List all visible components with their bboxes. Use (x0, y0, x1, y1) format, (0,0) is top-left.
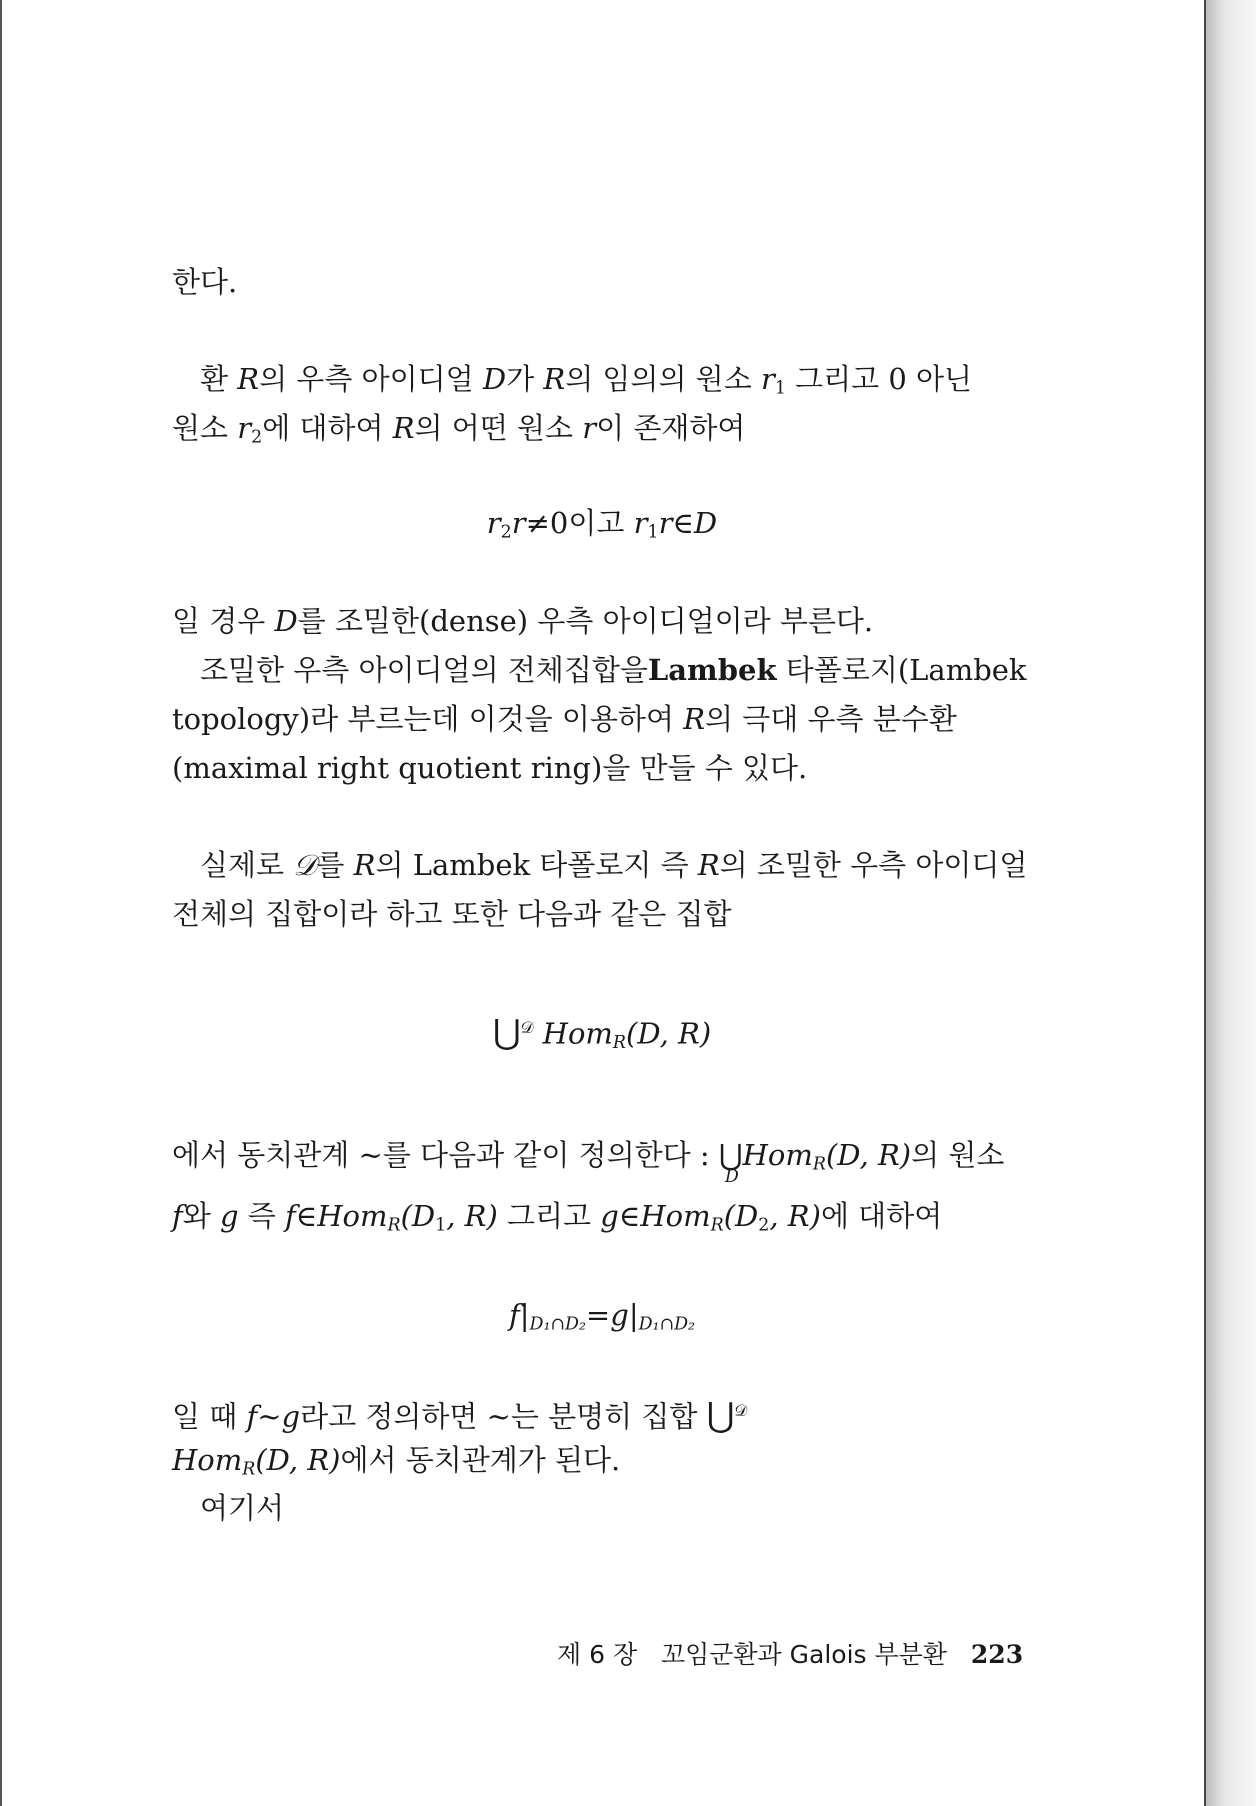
page-footer (557, 1638, 1023, 1672)
paragraph-line: 조밀한 우측 아이디얼의 전체집합을 Lambek 타폴로지(Lambek (200, 653, 1027, 687)
paragraph-line: 여기서 (200, 1491, 285, 1525)
chapter-title: 꼬임군환과 Galois 부분환 (660, 1640, 947, 1669)
equation: ⋃$^𝒟$ Hom$_R$(D, R) (492, 1012, 712, 1053)
paragraph-line: 일 때 f~g라고 정의하면 ~는 분명히 집합 ⋃$^𝒟$ (172, 1395, 748, 1436)
paragraph-line: f와 g 즉 $f\in Hom_R(D_1$, R) 그리고 $g\in Hom_R(D_2$, R)에 대하여 (172, 1199, 943, 1236)
paragraph-line: 환 R의 우측 아이디얼 D가 R의 임의의 원소 $r_1$ 그리고 0 아닌 (200, 362, 973, 399)
paragraph-line: 실제로 𝒟를 R의 Lambek 타폴로지 즉 R의 조밀한 우측 아이디얼 (200, 848, 1028, 882)
paragraph-line: Hom$_R$(D, R)에서 동치관계가 된다. (172, 1443, 621, 1480)
page-edge-shadow (1206, 0, 1256, 1806)
equation: $f|_{D_1\cap D_2}=g|_{D_1\cap D_2}$ (509, 1298, 695, 1335)
text-line: 한다. (172, 265, 238, 299)
paragraph-line: topology)라 부르는데 이것을 이용하여 R의 극대 우측 분수환 (172, 702, 957, 736)
equation: $r_2r\ne 0$이고 $r_1r\in D$ (486, 506, 718, 543)
chapter-label: 제 6 장 (557, 1640, 638, 1669)
paragraph-line: 전체의 집합이라 하고 또한 다음과 같은 집합 (172, 897, 732, 931)
page-number: 223 (970, 1640, 1024, 1669)
paragraph-line: 일 경우 D를 조밀한(dense) 우측 아이디얼이라 부른다. (172, 604, 874, 638)
paragraph-line: 원소 $r_2$에 대하여 R의 어떤 원소 r이 존재하여 (172, 411, 746, 448)
paragraph-line: 에서 동치관계 ~를 다음과 같이 정의한다 : ⋃ D Hom$_R$(D, R)의 원소 (172, 1138, 1005, 1187)
paragraph-line: (maximal right quotient ring)을 만들 수 있다. (172, 751, 808, 785)
